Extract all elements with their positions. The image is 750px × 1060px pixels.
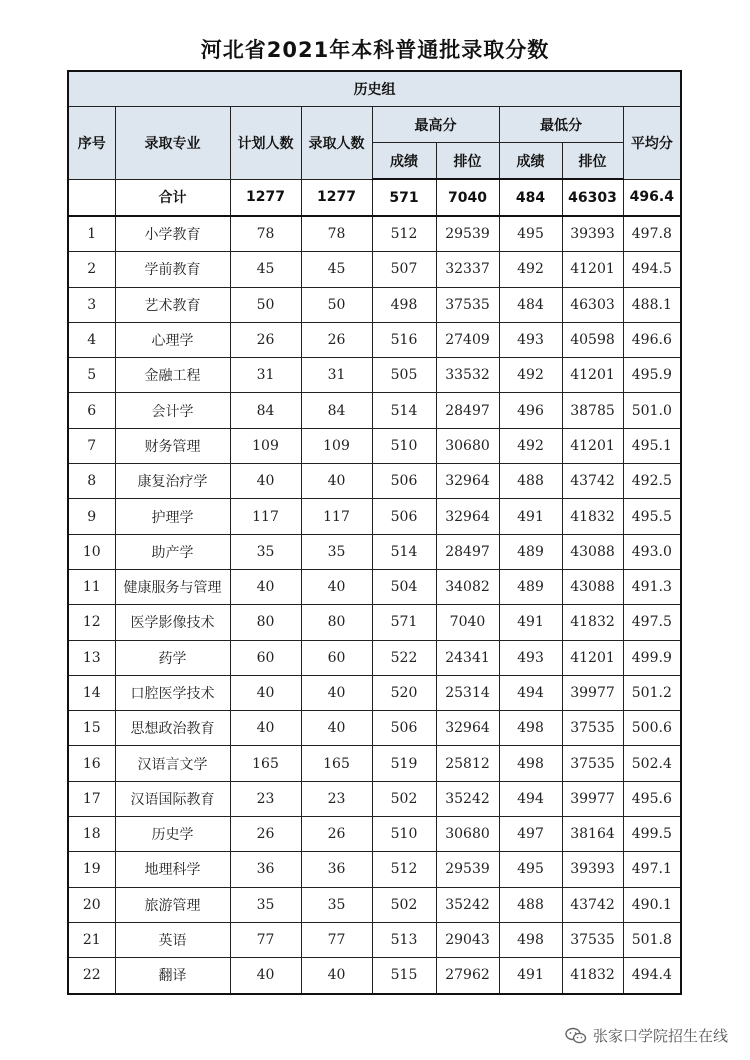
cell-high-score: 513 <box>372 922 436 957</box>
cell-high-score: 507 <box>372 252 436 287</box>
cell-high-rank: 35242 <box>436 781 499 816</box>
cell-planned: 45 <box>230 252 301 287</box>
cell-admitted: 60 <box>301 640 372 675</box>
cell-high-rank: 27409 <box>436 322 499 357</box>
table-row <box>68 958 681 994</box>
cell-average: 501.0 <box>623 393 681 428</box>
cell-high-rank: 32964 <box>436 499 499 534</box>
cell-planned: 31 <box>230 358 301 393</box>
cell-average: 495.9 <box>623 358 681 393</box>
cell-high-rank: 27962 <box>436 958 499 994</box>
cell-major: 艺术教育 <box>115 287 230 322</box>
cell-admitted: 26 <box>301 817 372 852</box>
col-average-header: 平均分 <box>623 107 681 180</box>
cell-low-score: 494 <box>499 675 562 710</box>
cell-index: 12 <box>68 605 115 640</box>
cell-major: 英语 <box>115 922 230 957</box>
cell-index: 18 <box>68 817 115 852</box>
cell-index: 19 <box>68 852 115 887</box>
cell-average: 500.6 <box>623 711 681 746</box>
table-row <box>68 852 681 887</box>
cell-index: 3 <box>68 287 115 322</box>
cell-average: 496.6 <box>623 322 681 357</box>
table-row <box>68 746 681 781</box>
cell-low-rank: 40598 <box>562 322 623 357</box>
cell-index: 17 <box>68 781 115 816</box>
cell-average: 501.8 <box>623 922 681 957</box>
cell-high-rank: 37535 <box>436 287 499 322</box>
cell-index: 15 <box>68 711 115 746</box>
cell-index: 20 <box>68 887 115 922</box>
cell-low-score: 489 <box>499 569 562 604</box>
cell-low-rank: 37535 <box>562 746 623 781</box>
cell-low-score: 496 <box>499 393 562 428</box>
cell-high-score: 522 <box>372 640 436 675</box>
cell-index: 6 <box>68 393 115 428</box>
cell-major: 地理科学 <box>115 852 230 887</box>
total-row <box>68 179 681 216</box>
cell-average: 490.1 <box>623 887 681 922</box>
table-row <box>68 922 681 957</box>
cell-low-rank: 46303 <box>562 287 623 322</box>
cell-major: 汉语言文学 <box>115 746 230 781</box>
cell-major: 康复治疗学 <box>115 464 230 499</box>
cell-low-score: 498 <box>499 746 562 781</box>
table-row <box>68 640 681 675</box>
cell-major: 小学教育 <box>115 216 230 252</box>
cell-high-rank: 32964 <box>436 711 499 746</box>
cell-high-rank: 29539 <box>436 216 499 252</box>
cell-low-score: 498 <box>499 711 562 746</box>
cell-low-score: 492 <box>499 428 562 463</box>
cell-admitted: 77 <box>301 922 372 957</box>
table-row <box>68 287 681 322</box>
cell-high-rank: 30680 <box>436 817 499 852</box>
cell-major: 历史学 <box>115 817 230 852</box>
total-planned: 1277 <box>230 179 301 216</box>
cell-high-rank: 29043 <box>436 922 499 957</box>
table-row <box>68 216 681 252</box>
cell-low-rank: 41201 <box>562 252 623 287</box>
cell-index: 13 <box>68 640 115 675</box>
cell-low-rank: 41832 <box>562 958 623 994</box>
watermark <box>565 1025 728 1046</box>
cell-planned: 60 <box>230 640 301 675</box>
cell-low-rank: 43088 <box>562 569 623 604</box>
cell-index: 4 <box>68 322 115 357</box>
cell-admitted: 78 <box>301 216 372 252</box>
cell-high-rank: 28497 <box>436 393 499 428</box>
cell-high-rank: 25314 <box>436 675 499 710</box>
cell-high-score: 505 <box>372 358 436 393</box>
cell-high-rank: 33532 <box>436 358 499 393</box>
cell-average: 497.8 <box>623 216 681 252</box>
col-low-score-header: 成绩 <box>499 143 562 180</box>
cell-planned: 36 <box>230 852 301 887</box>
cell-high-rank: 32964 <box>436 464 499 499</box>
cell-high-score: 510 <box>372 428 436 463</box>
cell-low-score: 497 <box>499 817 562 852</box>
cell-high-score: 571 <box>372 605 436 640</box>
cell-high-rank: 29539 <box>436 852 499 887</box>
cell-low-rank: 38785 <box>562 393 623 428</box>
cell-high-score: 516 <box>372 322 436 357</box>
cell-admitted: 40 <box>301 464 372 499</box>
total-average: 496.4 <box>623 179 681 216</box>
cell-average: 497.1 <box>623 852 681 887</box>
cell-high-score: 514 <box>372 393 436 428</box>
cell-planned: 40 <box>230 569 301 604</box>
cell-major: 思想政治教育 <box>115 711 230 746</box>
cell-low-rank: 41832 <box>562 605 623 640</box>
cell-admitted: 40 <box>301 711 372 746</box>
cell-high-score: 506 <box>372 499 436 534</box>
cell-major: 学前教育 <box>115 252 230 287</box>
cell-high-rank: 32337 <box>436 252 499 287</box>
table-row <box>68 781 681 816</box>
col-high-score-header: 成绩 <box>372 143 436 180</box>
cell-planned: 26 <box>230 817 301 852</box>
table-row <box>68 675 681 710</box>
cell-low-score: 494 <box>499 781 562 816</box>
col-lowest-header: 最低分 <box>499 107 623 143</box>
cell-index: 14 <box>68 675 115 710</box>
cell-admitted: 117 <box>301 499 372 534</box>
cell-major: 口腔医学技术 <box>115 675 230 710</box>
cell-high-score: 512 <box>372 852 436 887</box>
cell-low-score: 488 <box>499 464 562 499</box>
cell-low-rank: 39393 <box>562 216 623 252</box>
cell-low-score: 489 <box>499 534 562 569</box>
cell-high-score: 514 <box>372 534 436 569</box>
cell-high-score: 515 <box>372 958 436 994</box>
cell-low-rank: 43088 <box>562 534 623 569</box>
cell-admitted: 165 <box>301 746 372 781</box>
cell-index: 2 <box>68 252 115 287</box>
cell-low-rank: 41832 <box>562 499 623 534</box>
cell-high-score: 512 <box>372 216 436 252</box>
total-low-rank: 46303 <box>562 179 623 216</box>
cell-index: 21 <box>68 922 115 957</box>
col-admitted-header: 录取人数 <box>301 107 372 180</box>
total-index <box>68 179 115 216</box>
cell-admitted: 36 <box>301 852 372 887</box>
cell-major: 助产学 <box>115 534 230 569</box>
cell-average: 499.9 <box>623 640 681 675</box>
cell-index: 22 <box>68 958 115 994</box>
cell-high-rank: 30680 <box>436 428 499 463</box>
cell-major: 药学 <box>115 640 230 675</box>
cell-planned: 40 <box>230 464 301 499</box>
cell-low-score: 498 <box>499 922 562 957</box>
cell-low-score: 488 <box>499 887 562 922</box>
cell-planned: 40 <box>230 711 301 746</box>
col-high-rank-header: 排位 <box>436 143 499 180</box>
cell-planned: 40 <box>230 958 301 994</box>
cell-admitted: 45 <box>301 252 372 287</box>
cell-high-score: 520 <box>372 675 436 710</box>
cell-average: 499.5 <box>623 817 681 852</box>
table-row <box>68 499 681 534</box>
cell-average: 497.5 <box>623 605 681 640</box>
cell-average: 495.1 <box>623 428 681 463</box>
cell-index: 10 <box>68 534 115 569</box>
cell-low-score: 492 <box>499 252 562 287</box>
cell-low-score: 495 <box>499 216 562 252</box>
table-row <box>68 393 681 428</box>
cell-high-score: 502 <box>372 781 436 816</box>
cell-average: 493.0 <box>623 534 681 569</box>
table-row <box>68 534 681 569</box>
cell-admitted: 40 <box>301 675 372 710</box>
cell-major: 医学影像技术 <box>115 605 230 640</box>
cell-low-score: 495 <box>499 852 562 887</box>
cell-admitted: 35 <box>301 534 372 569</box>
col-low-rank-header: 排位 <box>562 143 623 180</box>
cell-average: 495.6 <box>623 781 681 816</box>
cell-low-score: 491 <box>499 499 562 534</box>
admission-score-table <box>67 70 682 995</box>
cell-average: 491.3 <box>623 569 681 604</box>
cell-planned: 80 <box>230 605 301 640</box>
cell-low-rank: 39977 <box>562 675 623 710</box>
table-row <box>68 569 681 604</box>
cell-low-rank: 37535 <box>562 922 623 957</box>
table-row <box>68 711 681 746</box>
cell-planned: 40 <box>230 675 301 710</box>
cell-high-rank: 24341 <box>436 640 499 675</box>
cell-low-rank: 39977 <box>562 781 623 816</box>
cell-planned: 109 <box>230 428 301 463</box>
cell-major: 心理学 <box>115 322 230 357</box>
cell-major: 翻译 <box>115 958 230 994</box>
table-row <box>68 322 681 357</box>
cell-index: 1 <box>68 216 115 252</box>
cell-planned: 77 <box>230 922 301 957</box>
cell-admitted: 31 <box>301 358 372 393</box>
cell-high-score: 502 <box>372 887 436 922</box>
cell-high-score: 510 <box>372 817 436 852</box>
watermark-text: 张家口学院招生在线 <box>592 1027 728 1045</box>
total-high-rank: 7040 <box>436 179 499 216</box>
cell-major: 健康服务与管理 <box>115 569 230 604</box>
cell-major: 护理学 <box>115 499 230 534</box>
table-row <box>68 817 681 852</box>
cell-high-score: 519 <box>372 746 436 781</box>
col-planned-header: 计划人数 <box>230 107 301 180</box>
cell-major: 会计学 <box>115 393 230 428</box>
cell-admitted: 35 <box>301 887 372 922</box>
cell-planned: 35 <box>230 887 301 922</box>
cell-index: 11 <box>68 569 115 604</box>
cell-major: 财务管理 <box>115 428 230 463</box>
cell-low-rank: 39393 <box>562 852 623 887</box>
cell-low-score: 484 <box>499 287 562 322</box>
cell-planned: 35 <box>230 534 301 569</box>
cell-major: 金融工程 <box>115 358 230 393</box>
cell-high-rank: 25812 <box>436 746 499 781</box>
cell-admitted: 40 <box>301 569 372 604</box>
cell-average: 494.4 <box>623 958 681 994</box>
table-row <box>68 252 681 287</box>
cell-low-score: 493 <box>499 640 562 675</box>
cell-low-rank: 43742 <box>562 464 623 499</box>
cell-average: 502.4 <box>623 746 681 781</box>
cell-low-rank: 41201 <box>562 640 623 675</box>
cell-index: 16 <box>68 746 115 781</box>
cell-admitted: 80 <box>301 605 372 640</box>
cell-average: 492.5 <box>623 464 681 499</box>
cell-high-rank: 7040 <box>436 605 499 640</box>
cell-high-rank: 34082 <box>436 569 499 604</box>
cell-admitted: 84 <box>301 393 372 428</box>
total-high-score: 571 <box>372 179 436 216</box>
col-highest-header: 最高分 <box>372 107 499 143</box>
cell-admitted: 109 <box>301 428 372 463</box>
table-row <box>68 358 681 393</box>
cell-admitted: 40 <box>301 958 372 994</box>
cell-low-rank: 41201 <box>562 428 623 463</box>
cell-low-rank: 37535 <box>562 711 623 746</box>
cell-low-score: 491 <box>499 958 562 994</box>
wechat-icon <box>565 1027 587 1045</box>
table-row <box>68 428 681 463</box>
cell-index: 7 <box>68 428 115 463</box>
cell-admitted: 50 <box>301 287 372 322</box>
cell-low-score: 493 <box>499 322 562 357</box>
cell-planned: 78 <box>230 216 301 252</box>
cell-planned: 165 <box>230 746 301 781</box>
cell-index: 5 <box>68 358 115 393</box>
table-row <box>68 464 681 499</box>
cell-high-score: 498 <box>372 287 436 322</box>
cell-major: 汉语国际教育 <box>115 781 230 816</box>
cell-admitted: 26 <box>301 322 372 357</box>
cell-planned: 26 <box>230 322 301 357</box>
cell-major: 旅游管理 <box>115 887 230 922</box>
col-index-header: 序号 <box>68 107 115 180</box>
cell-high-rank: 35242 <box>436 887 499 922</box>
total-label: 合计 <box>115 179 230 216</box>
cell-index: 9 <box>68 499 115 534</box>
cell-average: 488.1 <box>623 287 681 322</box>
group-header: 历史组 <box>68 71 681 107</box>
cell-low-rank: 38164 <box>562 817 623 852</box>
cell-planned: 84 <box>230 393 301 428</box>
page-title: 河北省2021年本科普通批录取分数 <box>200 38 550 62</box>
cell-planned: 117 <box>230 499 301 534</box>
cell-average: 501.2 <box>623 675 681 710</box>
cell-admitted: 23 <box>301 781 372 816</box>
cell-low-rank: 43742 <box>562 887 623 922</box>
cell-high-score: 506 <box>372 464 436 499</box>
cell-high-score: 506 <box>372 711 436 746</box>
cell-low-rank: 41201 <box>562 358 623 393</box>
cell-planned: 23 <box>230 781 301 816</box>
cell-average: 494.5 <box>623 252 681 287</box>
cell-index: 8 <box>68 464 115 499</box>
cell-low-score: 491 <box>499 605 562 640</box>
total-low-score: 484 <box>499 179 562 216</box>
table-row <box>68 887 681 922</box>
cell-high-score: 504 <box>372 569 436 604</box>
total-admitted: 1277 <box>301 179 372 216</box>
cell-planned: 50 <box>230 287 301 322</box>
col-major-header: 录取专业 <box>115 107 230 180</box>
cell-high-rank: 28497 <box>436 534 499 569</box>
cell-low-score: 492 <box>499 358 562 393</box>
table-row <box>68 605 681 640</box>
cell-average: 495.5 <box>623 499 681 534</box>
